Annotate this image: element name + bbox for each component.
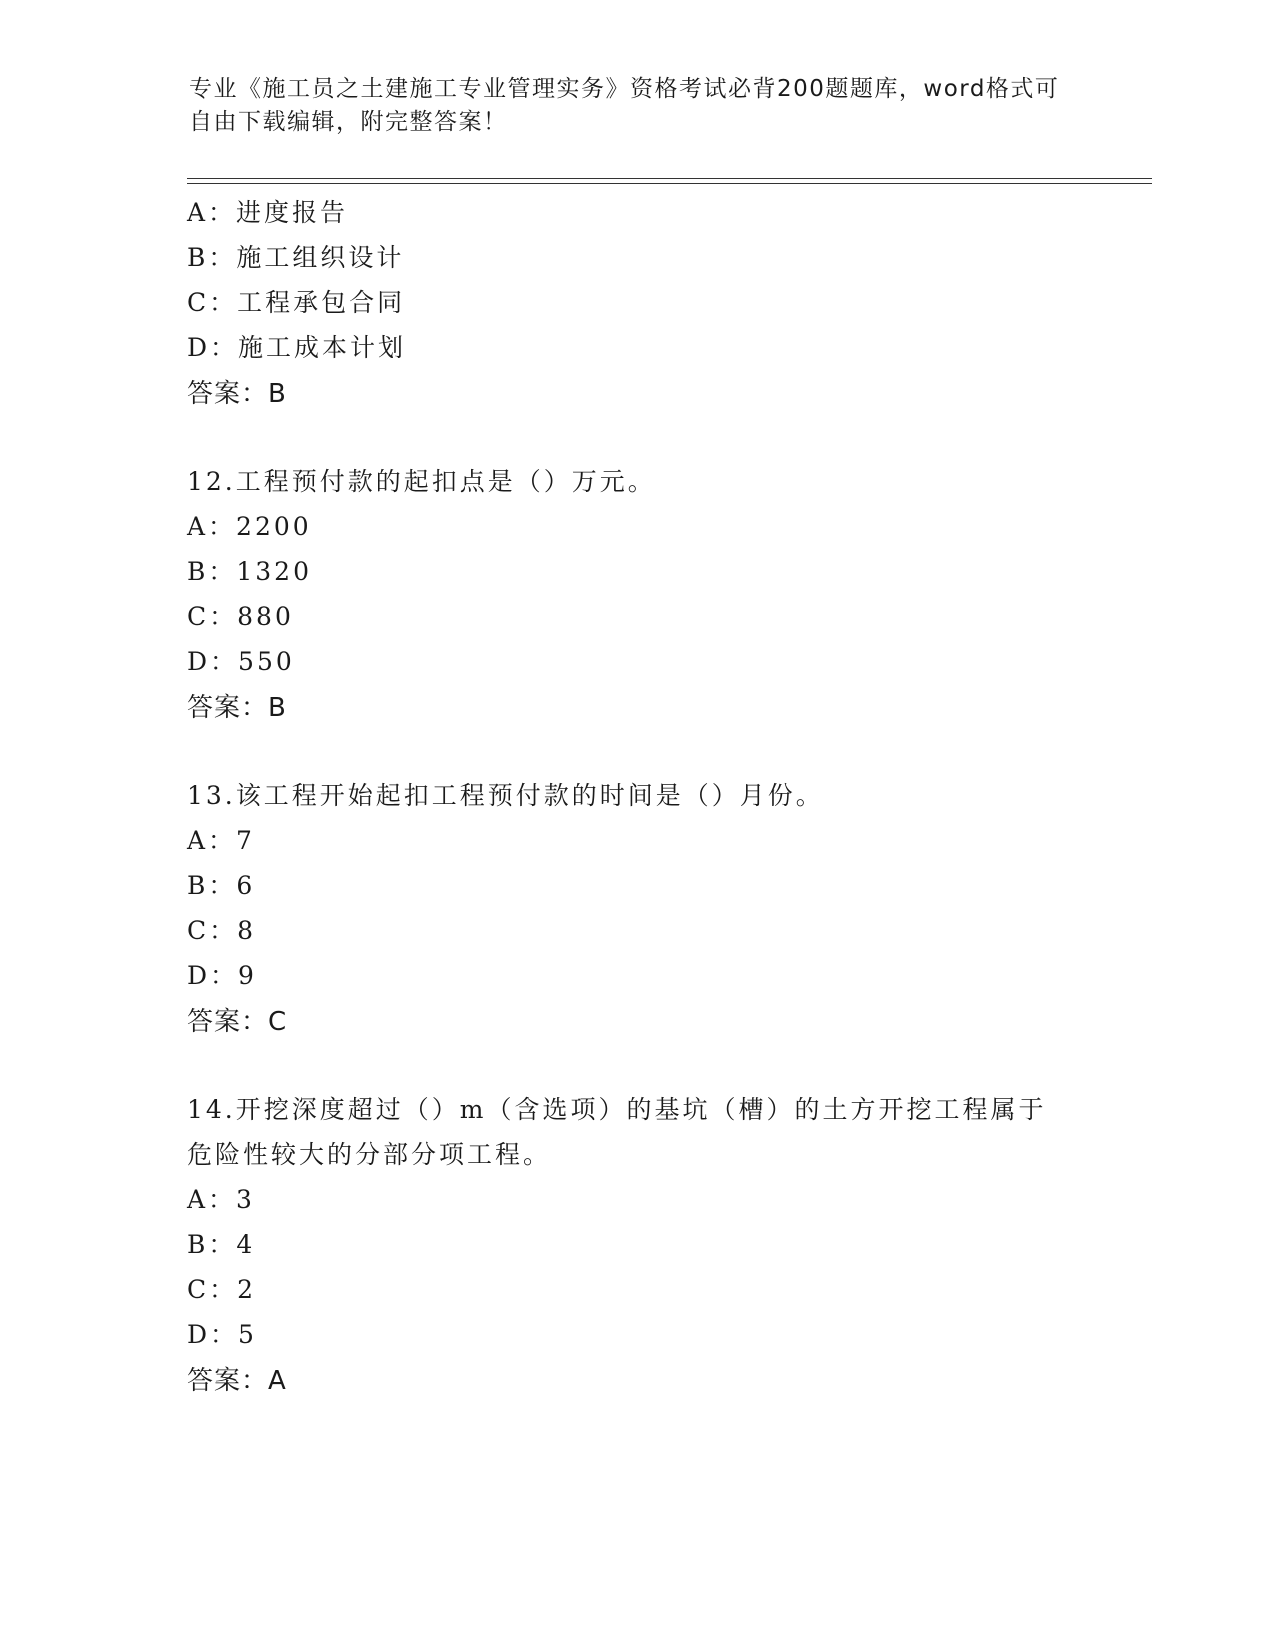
header-divider-top bbox=[187, 178, 1152, 179]
q13-question: 13.该工程开始起扣工程预付款的时间是（）月份。 bbox=[187, 781, 824, 810]
q14-option-d: D：5 bbox=[187, 1320, 257, 1349]
q12-option-a: A：2200 bbox=[187, 512, 312, 541]
q11-option-d: D：施工成本计划 bbox=[187, 333, 407, 362]
header-line-1: 专业《施工员之土建施工专业管理实务》资格考试必背200题题库，word格式可 bbox=[189, 76, 1060, 102]
q14-question-line-1: 14.开挖深度超过（）m（含选项）的基坑（槽）的土方开挖工程属于 bbox=[187, 1095, 1047, 1124]
q11-option-b: B：施工组织设计 bbox=[187, 243, 405, 272]
q13-option-c: C：8 bbox=[187, 916, 257, 945]
q12-answer: 答案：B bbox=[187, 693, 287, 723]
q12-option-d: D：550 bbox=[187, 647, 295, 676]
q13-answer: 答案：C bbox=[187, 1007, 288, 1037]
q11-option-a: A：进度报告 bbox=[187, 198, 349, 227]
q14-answer: 答案：A bbox=[187, 1366, 287, 1396]
q14-option-a: A：3 bbox=[187, 1185, 255, 1214]
q14-question-line-2: 危险性较大的分部分项工程。 bbox=[187, 1140, 552, 1169]
document-header bbox=[189, 73, 1069, 139]
q11-answer: 答案：B bbox=[187, 379, 287, 409]
q11-option-c: C：工程承包合同 bbox=[187, 288, 406, 317]
q12-option-c: C：880 bbox=[187, 602, 294, 631]
q12-question: 12.工程预付款的起扣点是（）万元。 bbox=[187, 467, 656, 496]
header-divider-bottom bbox=[187, 183, 1152, 184]
q14-option-b: B：4 bbox=[187, 1230, 256, 1259]
q13-option-d: D：9 bbox=[187, 961, 257, 990]
q14-option-c: C：2 bbox=[187, 1275, 257, 1304]
q13-option-a: A：7 bbox=[187, 826, 255, 855]
header-line-2: 自由下载编辑，附完整答案！ bbox=[189, 109, 508, 135]
q13-option-b: B：6 bbox=[187, 871, 256, 900]
q12-option-b: B：1320 bbox=[187, 557, 312, 586]
